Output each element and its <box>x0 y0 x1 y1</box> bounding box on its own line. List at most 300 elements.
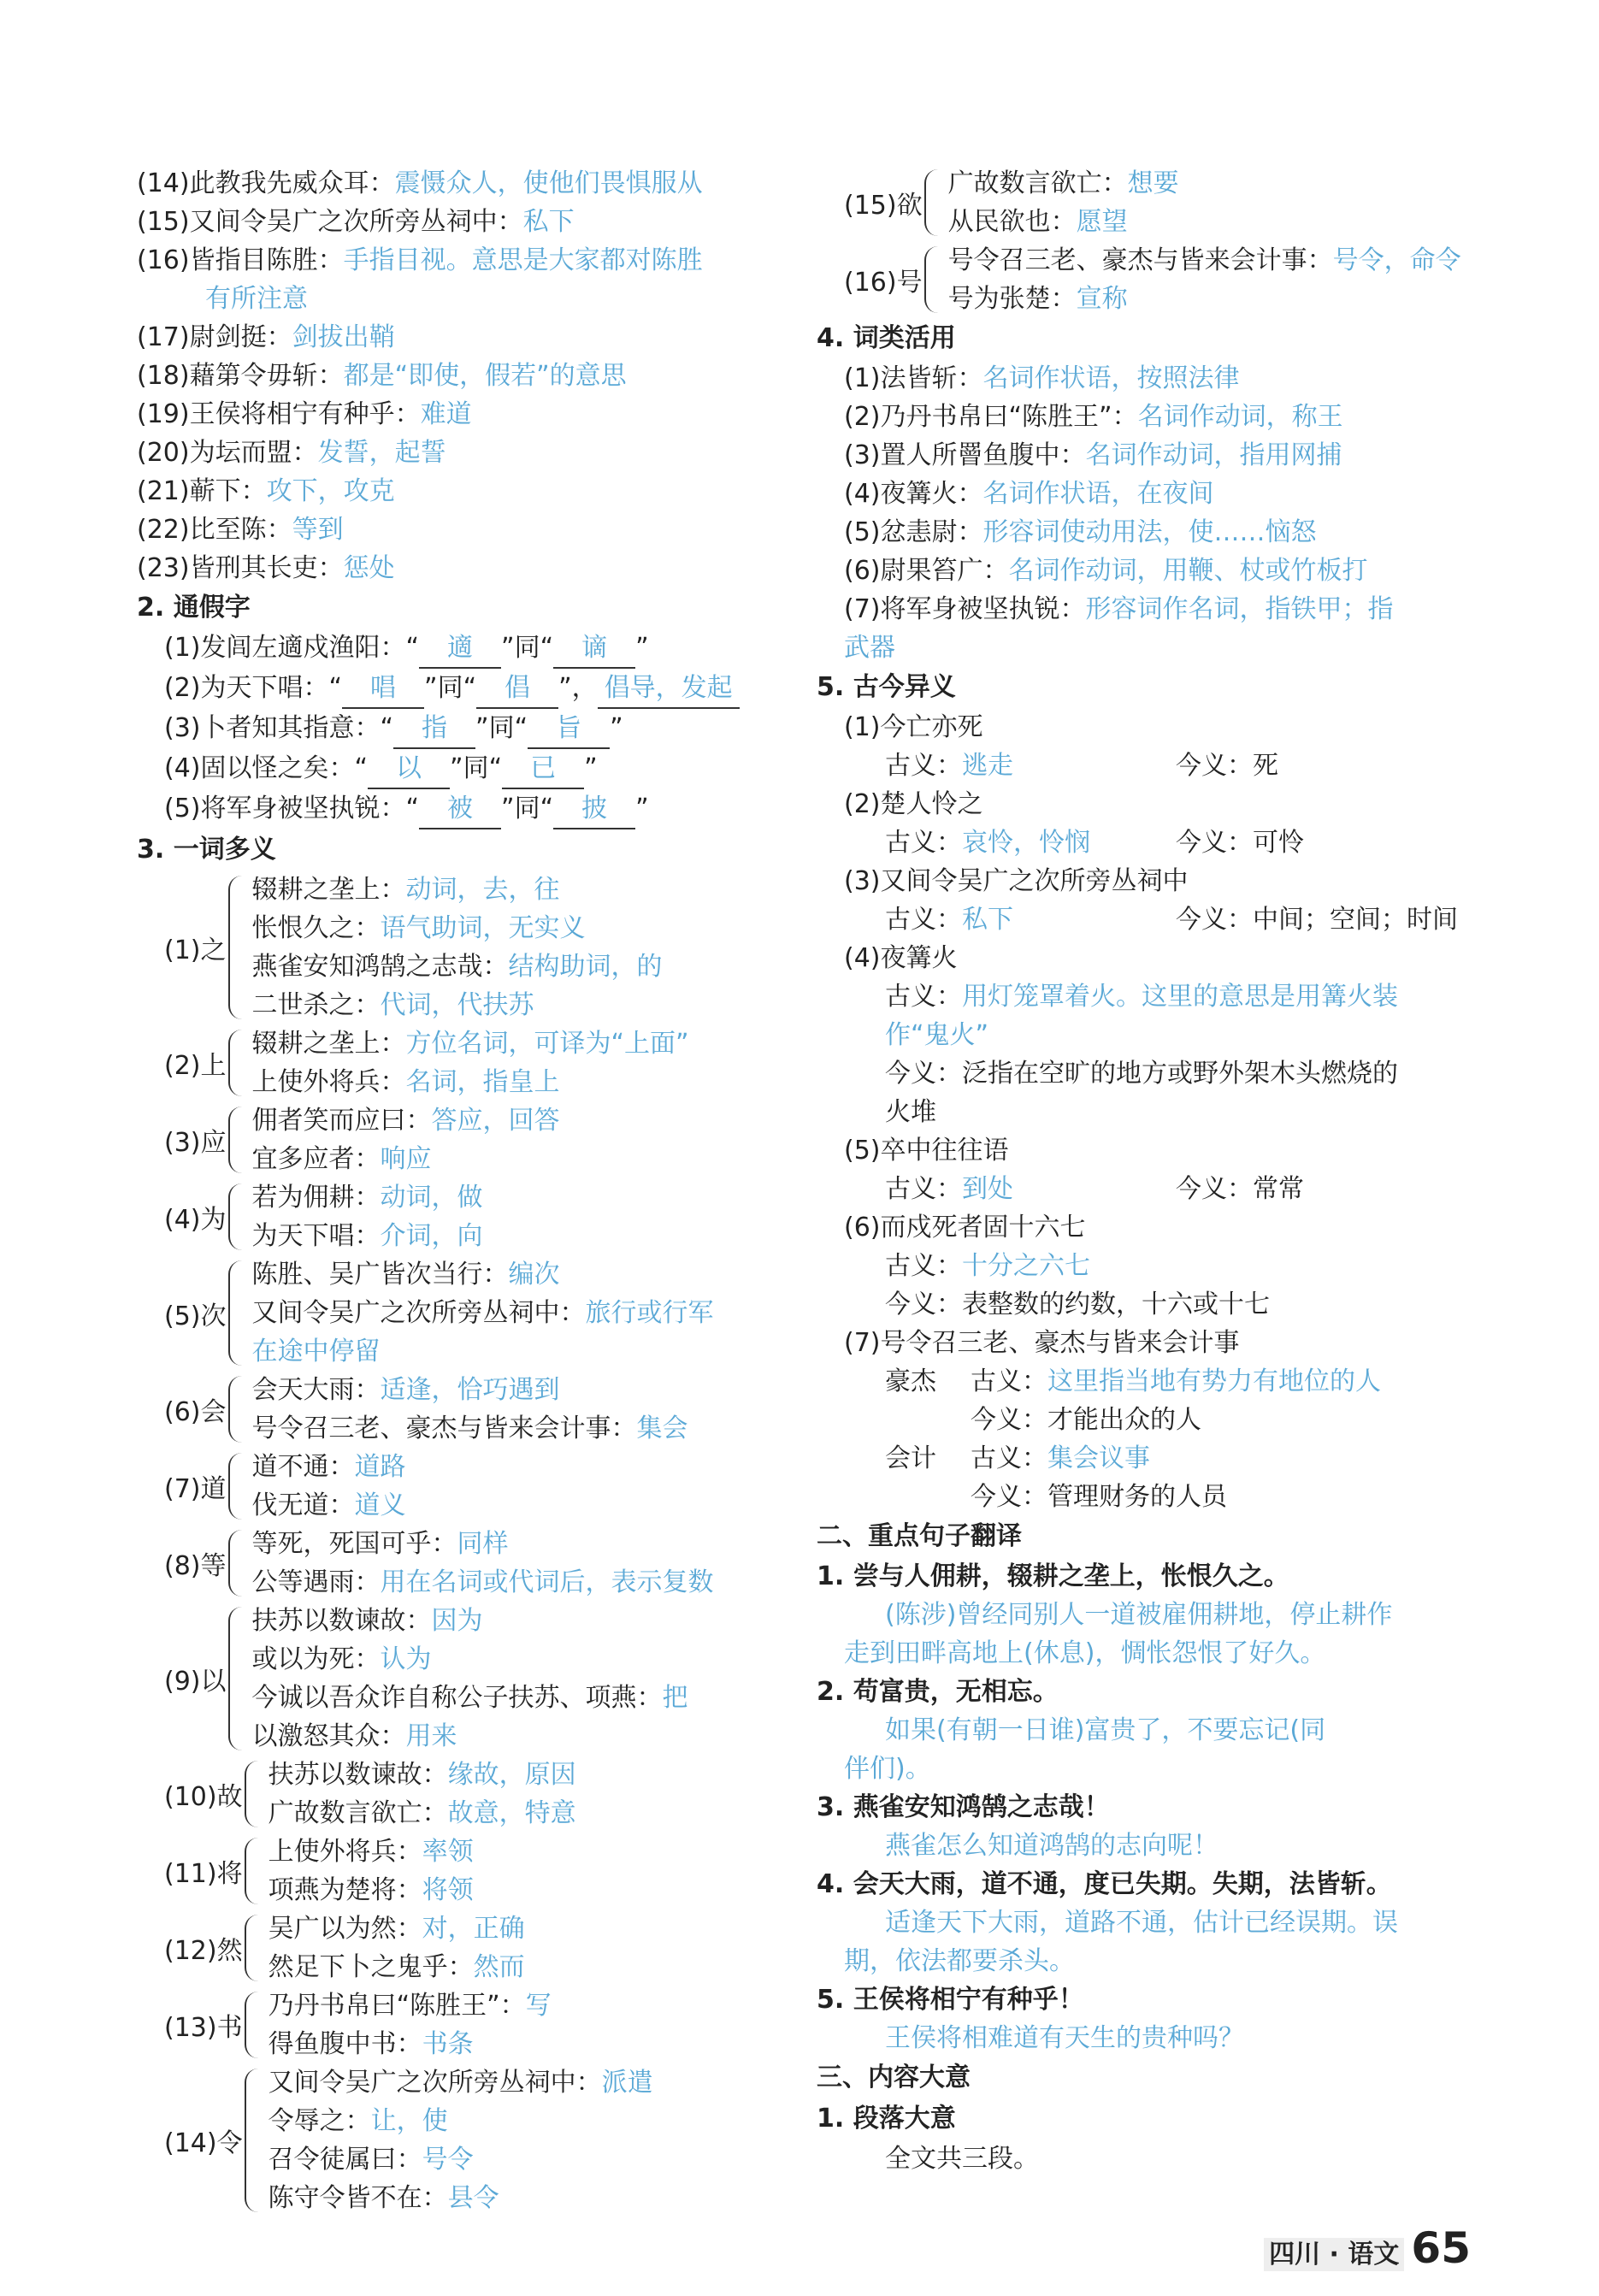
answer-blank: 以 <box>368 749 450 789</box>
answer-text: 都是“即使，假若”的意思 <box>343 361 627 391</box>
answer-text: 用来 <box>405 1721 457 1751</box>
term-word: 会计 <box>885 1443 936 1473</box>
meaning-group <box>164 1756 804 1833</box>
question-text: (2)乃丹书帛曰“陈胜王”： <box>844 402 1138 432</box>
question-text: 若为佣耕： <box>251 1183 381 1213</box>
modern-text: 死 <box>1253 751 1278 781</box>
gujin-row <box>817 1439 1484 1478</box>
ancient-meaning <box>885 747 1176 785</box>
question-text: (15)又间令吴广之次所旁丛祠中： <box>137 207 523 237</box>
gujin-row <box>817 747 1484 785</box>
ancient-answer: 作“鬼火” <box>885 1020 989 1050</box>
translation-answer: 走到田畔高地上(休息)，惆怅怨恨了好久。 <box>844 1638 1326 1668</box>
brace-mark <box>245 2069 265 2212</box>
translation-question: 5. 王侯将相宁有种乎！ <box>817 1985 1084 2015</box>
gujin-row <box>817 1247 1484 1285</box>
group-items <box>252 1371 688 1448</box>
question-text: (3)置人所罾鱼腹中： <box>844 440 1086 470</box>
answer-blank: 適 <box>419 629 501 669</box>
answer-text: 震慑众人，使他们畏惧服从 <box>394 168 703 198</box>
gujin-row <box>817 1362 1484 1401</box>
qa-line <box>252 1101 560 1140</box>
qa-line <box>252 1063 689 1101</box>
tongjia-line <box>137 749 804 789</box>
answer-text: 攻下，攻克 <box>266 476 395 506</box>
question-text: 或以为死： <box>251 1644 381 1674</box>
ancient-label: 古义： <box>885 1251 962 1281</box>
modern-meaning <box>1176 1170 1304 1208</box>
group-label: (12)然 <box>164 1936 243 1966</box>
meaning-group <box>164 1448 804 1525</box>
question-text: (17)尉剑挺： <box>137 322 292 352</box>
brace-mark <box>924 169 945 236</box>
brace-mark <box>228 1183 249 1250</box>
ancient-label: 古义： <box>885 1174 962 1204</box>
meaning-group <box>164 2063 804 2217</box>
answer-text: 手指目视。意思是大家都对陈胜 <box>343 245 703 275</box>
ancient-meaning <box>885 1170 1176 1208</box>
tongjia-line <box>137 669 804 709</box>
section-title: 4. 词类活用 <box>817 323 956 353</box>
translation-answer: 王侯将相难道有天生的贵种吗？ <box>885 2023 1244 2053</box>
question-text: 上使外将兵： <box>268 1837 422 1867</box>
page-number: 65 <box>1411 2223 1471 2273</box>
tongjia-end: ” <box>635 794 649 823</box>
qa-line <box>137 241 804 280</box>
group-items <box>252 1525 714 1602</box>
group-label: (2)上 <box>164 1051 227 1081</box>
qa-line <box>817 359 1484 398</box>
answer-blank: 已 <box>502 749 584 789</box>
meaning-group <box>164 1986 804 2063</box>
answer-text: 答应，回答 <box>431 1106 560 1136</box>
question-text: 乃丹书帛曰“陈胜王”： <box>268 1991 526 2021</box>
question-text: (14)此教我先威众耳： <box>137 168 395 198</box>
qa-line <box>252 1371 688 1409</box>
question-text: 从民欲也： <box>947 207 1077 237</box>
brace-mark <box>228 1530 249 1597</box>
qa-line <box>948 164 1179 203</box>
group-items <box>252 1602 688 1756</box>
question-text: (7)将军身被坚执锐： <box>844 594 1086 624</box>
question-text: 会天大雨： <box>251 1375 381 1405</box>
modern-text: 常常 <box>1253 1174 1304 1204</box>
ancient-answer: 十分之六七 <box>962 1251 1090 1281</box>
qa-line <box>817 629 1484 667</box>
qa-line <box>252 1640 688 1679</box>
answer-text: 名词作状语，按照法律 <box>982 363 1240 393</box>
answer-text: 想要 <box>1127 168 1179 198</box>
meaning-group <box>844 164 1484 241</box>
question-text: 陈胜、吴广皆次当行： <box>251 1260 509 1290</box>
qa-line <box>817 513 1484 552</box>
group-label: (15)欲 <box>844 191 923 221</box>
group-label: (5)次 <box>164 1301 227 1331</box>
qa-line <box>252 1679 688 1717</box>
answer-text: 缘故，原因 <box>447 1760 576 1790</box>
group-label: (9)以 <box>164 1667 227 1697</box>
translation-question: 4. 会天大雨，道不通，度已失期。失期，法皆斩。 <box>817 1869 1392 1899</box>
question-text: 号令召三老、豪杰与皆来会计事： <box>947 245 1333 275</box>
answer-text: 惩处 <box>343 553 395 583</box>
brace-mark <box>228 1376 249 1443</box>
qa-line <box>817 552 1484 590</box>
ancient-label: 古义： <box>971 1366 1047 1396</box>
translation-answer: (陈涉)曾经同别人一道被雇佣耕地，停止耕作 <box>885 1600 1393 1630</box>
question-text: 燕雀安知鸿鹄之志哉： <box>251 952 509 982</box>
qa-line <box>268 1986 552 2025</box>
qa-line <box>137 472 804 511</box>
question-text: 召令徒属曰： <box>268 2145 422 2175</box>
brace-mark <box>245 1915 265 1981</box>
answer-blank: 披 <box>553 789 635 829</box>
modern-meaning <box>1176 900 1458 939</box>
answer-text: 语气助词，无实义 <box>380 913 586 943</box>
qa-line <box>252 909 663 947</box>
answer-text: 道路 <box>354 1452 406 1482</box>
modern-label: 今义： <box>1176 905 1253 935</box>
right-column <box>817 164 1484 2178</box>
group-wrap <box>817 241 1484 318</box>
group-label: (8)等 <box>164 1551 227 1581</box>
answer-text: 武器 <box>844 633 895 663</box>
answer-text: 宣称 <box>1076 284 1128 314</box>
answer-text: 集会 <box>636 1414 688 1443</box>
answer-text: 动词，去，往 <box>405 875 560 905</box>
modern-meaning <box>1176 747 1278 785</box>
part-title: 三、内容大意 <box>817 2063 971 2092</box>
qa-line <box>137 318 804 357</box>
page-footer <box>1264 2223 1471 2273</box>
tongjia-mid: ”同“ <box>501 633 554 663</box>
qa-line <box>948 280 1461 318</box>
qa-line <box>817 475 1484 513</box>
qa-line <box>137 549 804 587</box>
group-items <box>252 1101 560 1178</box>
answer-text: 让，使 <box>370 2106 448 2136</box>
qa-line <box>252 1332 714 1371</box>
translation-answer: 期，依法都要杀头。 <box>844 1946 1075 1976</box>
qa-line <box>252 1525 714 1563</box>
question-text: (5)忿恚尉： <box>844 517 983 547</box>
meaning-group <box>164 1909 804 1986</box>
qa-line <box>137 434 804 472</box>
answer-text: 难道 <box>420 399 472 429</box>
question-text: (22)比至陈： <box>137 515 292 545</box>
brace-mark <box>228 1030 249 1096</box>
group-items <box>948 241 1461 318</box>
answer-text: 县令 <box>447 2183 499 2213</box>
question-text: 今诚以吾众诈自称公子扶苏、项燕： <box>251 1683 663 1713</box>
group-items <box>268 1909 525 1986</box>
section-title: 1. 段落大意 <box>817 2104 956 2134</box>
answer-text: 结构助词，的 <box>508 952 663 982</box>
answer-text: 号令，命令 <box>1332 245 1461 275</box>
group-label: (10)故 <box>164 1782 243 1812</box>
ancient-answer: 用灯笼罩着火。这里的意思是用篝火装 <box>962 982 1398 1012</box>
meaning-group <box>164 1255 804 1371</box>
brace-mark <box>228 1607 249 1750</box>
modern-label: 今义： <box>1176 828 1253 858</box>
question-text: 二世杀之： <box>251 990 381 1020</box>
group-items <box>268 2063 653 2217</box>
question-text: (19)王侯将相宁有种乎： <box>137 399 421 429</box>
tongjia-line <box>137 789 804 829</box>
group-wrap <box>137 2063 804 2217</box>
question-text: (4)夜篝火： <box>844 479 983 509</box>
qa-line <box>268 1833 474 1871</box>
answer-text: 名词作动词，称王 <box>1137 402 1343 432</box>
qa-line <box>268 2179 653 2217</box>
qa-line <box>252 1448 406 1486</box>
question-text: 又间令吴广之次所旁丛祠中： <box>251 1298 586 1328</box>
qa-line <box>268 1871 474 1909</box>
gujin-title: (2)楚人怜之 <box>844 789 983 819</box>
qa-line <box>252 1294 714 1332</box>
meaning-group <box>164 1024 804 1101</box>
question-text: 佣者笑而应曰： <box>251 1106 432 1136</box>
modern-label: 今义： <box>1176 751 1253 781</box>
group-items <box>252 1255 714 1371</box>
qa-line <box>252 1140 560 1178</box>
modern-text: 火堆 <box>885 1097 936 1127</box>
meaning-group <box>164 1178 804 1255</box>
qa-line <box>948 241 1461 280</box>
question-text: 以激怒其众： <box>251 1721 406 1751</box>
answer-text: 适逢，恰巧遇到 <box>380 1375 560 1405</box>
answer-text: 愿望 <box>1076 207 1128 237</box>
answer-text: 介词，向 <box>380 1221 483 1251</box>
brace-mark <box>228 1453 249 1520</box>
tongjia-prefix: (2)为天下唱：“ <box>164 673 343 703</box>
answer-text: 私下 <box>522 207 575 237</box>
question-text: 公等遇雨： <box>251 1567 381 1597</box>
brace-mark <box>228 876 249 1019</box>
answer-text: 在途中停留 <box>251 1337 381 1366</box>
qa-line <box>252 1409 688 1448</box>
group-wrap <box>137 1101 804 1178</box>
group-wrap <box>137 1525 804 1602</box>
answer-text: 用在名词或代词后，表示复数 <box>380 1567 714 1597</box>
tongjia-mid: ”同“ <box>501 794 554 823</box>
ancient-label: 古义： <box>885 828 962 858</box>
ancient-label: 古义： <box>885 905 962 935</box>
translation-question: 1. 尝与人佣耕，辍耕之垄上，怅恨久之。 <box>817 1561 1289 1591</box>
answer-text: 发誓，起誓 <box>317 438 446 468</box>
answer-text: 将领 <box>422 1875 474 1905</box>
answer-text: 同样 <box>457 1529 509 1559</box>
group-label: (14)令 <box>164 2128 243 2158</box>
question-text: 怅恨久之： <box>251 913 381 943</box>
question-text: 令辱之： <box>268 2106 371 2136</box>
left-column <box>137 164 804 2217</box>
gujin-title: (1)今亡亦死 <box>844 712 983 742</box>
qa-line <box>817 398 1484 436</box>
brace-mark <box>245 1761 265 1827</box>
qa-line <box>137 357 804 395</box>
qa-line <box>268 2102 653 2140</box>
question-text: (1)法皆斩： <box>844 363 983 393</box>
modern-label: 今义： <box>1176 1174 1253 1204</box>
group-wrap <box>137 1909 804 1986</box>
tongjia-mid: ”同“ <box>475 713 528 743</box>
answer-text: 道义 <box>354 1490 406 1520</box>
gujin-title: (7)号令召三老、豪杰与皆来会计事 <box>844 1328 1240 1358</box>
qa-line <box>252 1178 483 1217</box>
modern-meaning <box>1176 823 1304 862</box>
group-label: (3)应 <box>164 1128 227 1158</box>
answer-text: 名词作状语，在夜间 <box>982 479 1214 509</box>
group-items <box>252 1448 406 1525</box>
answer-text: 动词，做 <box>380 1183 483 1213</box>
question-text: (18)藉第令毋斩： <box>137 361 344 391</box>
tongjia-end: ” <box>584 753 598 783</box>
qa-line <box>137 203 804 241</box>
question-text: 吴广以为然： <box>268 1914 422 1944</box>
tongjia-mid: ”同“ <box>450 753 503 783</box>
ancient-label: 古义： <box>885 751 962 781</box>
group-items <box>252 1024 689 1101</box>
answer-text: 名词作动词，指用网捕 <box>1085 440 1342 470</box>
answer-text: 响应 <box>380 1144 432 1174</box>
question-text: 广故数言欲亡： <box>947 168 1128 198</box>
answer-text: 故意，特意 <box>447 1798 576 1828</box>
qa-line <box>252 1217 483 1255</box>
group-wrap <box>137 1024 804 1101</box>
answer-blank: 倡 <box>476 669 558 709</box>
modern-text: 今义：管理财务的人员 <box>971 1482 1227 1512</box>
subject-label: 四川 · 语文 <box>1264 2238 1404 2271</box>
qa-line <box>252 947 663 986</box>
ancient-answer: 这里指当地有势力有地位的人 <box>1047 1366 1381 1396</box>
tongjia-prefix: (5)将军身被坚执锐：“ <box>164 794 420 823</box>
group-items <box>252 1178 483 1255</box>
question-text: 道不通： <box>251 1452 355 1482</box>
gujin-title: (6)而戍死者固十六七 <box>844 1213 1086 1242</box>
answer-blank: 指 <box>393 709 475 749</box>
translation-question: 2. 苟富贵，无相忘。 <box>817 1677 1059 1707</box>
answer-text: 形容词作名词，指铁甲；指 <box>1085 594 1394 624</box>
group-items <box>268 1833 474 1909</box>
qa-line <box>252 1717 688 1756</box>
qa-line <box>252 871 663 909</box>
meaning-group <box>164 1602 804 1756</box>
answer-blank: 倡导，发起 <box>598 669 740 709</box>
meaning-group <box>164 1371 804 1448</box>
modern-text: 中间；空间；时间 <box>1253 905 1458 935</box>
meaning-group <box>164 1101 804 1178</box>
answer-text: 方位名词，可译为“上面” <box>405 1029 689 1059</box>
question-text: 然足下卜之鬼乎： <box>268 1952 474 1982</box>
group-wrap <box>137 871 804 1024</box>
answer-blank: 旨 <box>528 709 610 749</box>
qa-line <box>137 395 804 434</box>
group-wrap <box>137 1756 804 1833</box>
ancient-meaning <box>885 900 1176 939</box>
question-text: 伐无道： <box>251 1490 355 1520</box>
translation-question: 3. 燕雀安知鸿鹄之志哉！ <box>817 1792 1110 1822</box>
meaning-group <box>164 871 804 1024</box>
ancient-label: 古义： <box>971 1443 1047 1473</box>
question-text: 陈守令皆不在： <box>268 2183 448 2213</box>
tongjia-end: ” <box>610 713 623 743</box>
group-wrap <box>817 164 1484 241</box>
brace-mark <box>245 1838 265 1904</box>
group-label: (1)之 <box>164 936 227 965</box>
question-text: 广故数言欲亡： <box>268 1798 448 1828</box>
qa-line <box>252 1563 714 1602</box>
question-text: 扶苏以数谏故： <box>251 1606 432 1636</box>
question-text: 宜多应者： <box>251 1144 381 1174</box>
group-items <box>948 164 1179 241</box>
qa-line <box>252 1486 406 1525</box>
group-wrap <box>137 1448 804 1525</box>
answer-text: 把 <box>662 1683 688 1713</box>
qa-line <box>252 1602 688 1640</box>
gujin-row <box>817 823 1484 862</box>
question-text: 上使外将兵： <box>251 1067 406 1097</box>
modern-text: 今义：表整数的约数，十六或十七 <box>885 1290 1270 1319</box>
qa-line <box>268 1794 576 1833</box>
section-title: 2. 通假字 <box>137 593 251 623</box>
ancient-answer: 到处 <box>962 1174 1013 1204</box>
answer-text: 编次 <box>508 1260 560 1290</box>
qa-line <box>252 1255 714 1294</box>
term-word: 豪杰 <box>885 1366 936 1396</box>
answer-text: 写 <box>525 1991 552 2021</box>
question-text: 等死，死国可乎： <box>251 1529 457 1559</box>
tongjia-prefix: (3)卜者知其指意：“ <box>164 713 394 743</box>
qa-line <box>268 1909 525 1948</box>
question-text: 为天下唱： <box>251 1221 381 1251</box>
ancient-answer: 哀怜，怜悯 <box>962 828 1090 858</box>
qa-line <box>268 1756 576 1794</box>
answer-text: 号令 <box>422 2145 474 2175</box>
qa-line <box>268 2063 653 2102</box>
answer-text: 因为 <box>431 1606 483 1636</box>
qa-line <box>137 280 804 318</box>
group-items <box>268 1756 576 1833</box>
group-label: (7)道 <box>164 1474 227 1504</box>
translation-answer: 如果(有朝一日谁)富贵了，不要忘记(同 <box>885 1715 1326 1745</box>
qa-line <box>268 2140 653 2179</box>
gujin-row <box>817 977 1484 1016</box>
tongjia-mid: ”同“ <box>424 673 477 703</box>
answer-text: 率领 <box>422 1837 474 1867</box>
translation-answer: 燕雀怎么知道鸿鹄的志向呢！ <box>885 1831 1218 1861</box>
group-wrap <box>137 1178 804 1255</box>
answer-blank: 谪 <box>553 629 635 669</box>
qa-line <box>948 203 1179 241</box>
answer-text: 有所注意 <box>205 284 308 314</box>
section-title: 3. 一词多义 <box>137 835 276 865</box>
question-text: 号为张楚： <box>947 284 1077 314</box>
question-text: 又间令吴广之次所旁丛祠中： <box>268 2068 602 2098</box>
group-label: (6)会 <box>164 1397 227 1427</box>
answer-text: 认为 <box>380 1644 432 1674</box>
qa-line <box>137 511 804 549</box>
group-wrap <box>137 1833 804 1909</box>
group-label: (16)号 <box>844 268 923 298</box>
answer-text: 等到 <box>292 515 344 545</box>
body-text: 全文共三段。 <box>885 2144 1039 2174</box>
modern-text: 可怜 <box>1253 828 1304 858</box>
brace-mark <box>228 1107 249 1173</box>
question-text: (21)蕲下： <box>137 476 267 506</box>
group-label: (4)为 <box>164 1205 227 1235</box>
group-label: (13)书 <box>164 2013 243 2043</box>
ancient-label: 古义： <box>885 982 962 1012</box>
